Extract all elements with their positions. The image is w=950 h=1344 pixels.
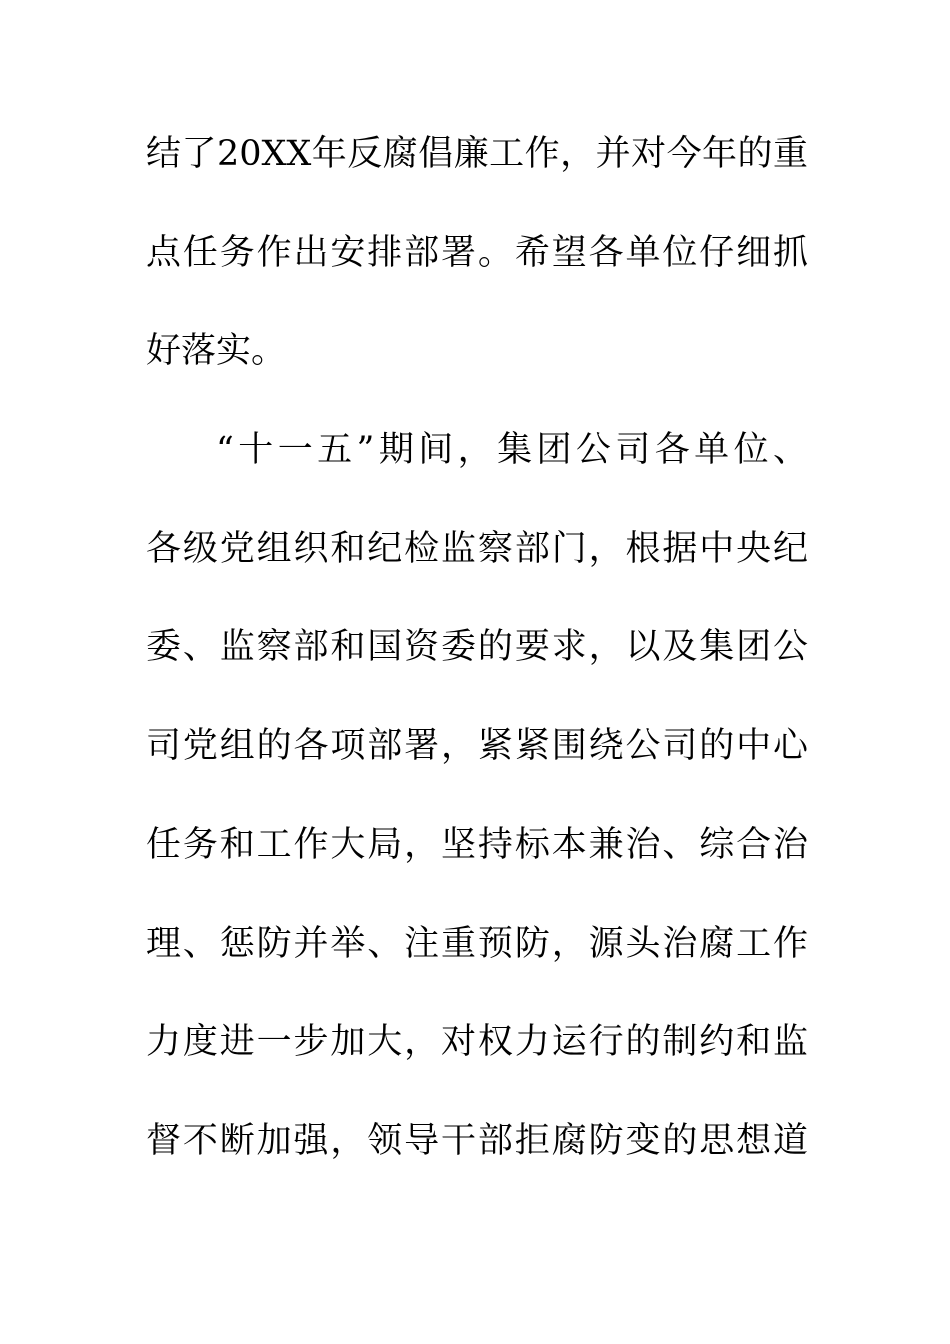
text-line: 司党组的各项部署，紧紧围绕公司的中心 — [146, 726, 808, 767]
text-line: 理、惩防并举、注重预防，源头治腐工作 — [146, 923, 808, 964]
text-line: 任务和工作大局，坚持标本兼治、综合治 — [146, 824, 808, 865]
text-line: 委、监察部和国资委的要求，以及集团公 — [146, 627, 808, 668]
text-line: 结了20XX年反腐倡廉工作，并对今年的重 — [146, 134, 808, 174]
text-line: 好落实。 — [146, 331, 287, 372]
body-text — [146, 129, 808, 1215]
text-line: 力度进一步加大，对权力运行的制约和监 — [146, 1022, 808, 1063]
text-line: 督不断加强，领导干部拒腐防变的思想道 — [146, 1120, 808, 1161]
text-line: 点任务作出安排部署。希望各单位仔细抓 — [146, 232, 808, 273]
text-line: 各级党组织和纪检监察部门，根据中央纪 — [146, 528, 808, 569]
paragraph-start-line: “十一五”期间，集团公司各单位、 — [216, 430, 808, 471]
